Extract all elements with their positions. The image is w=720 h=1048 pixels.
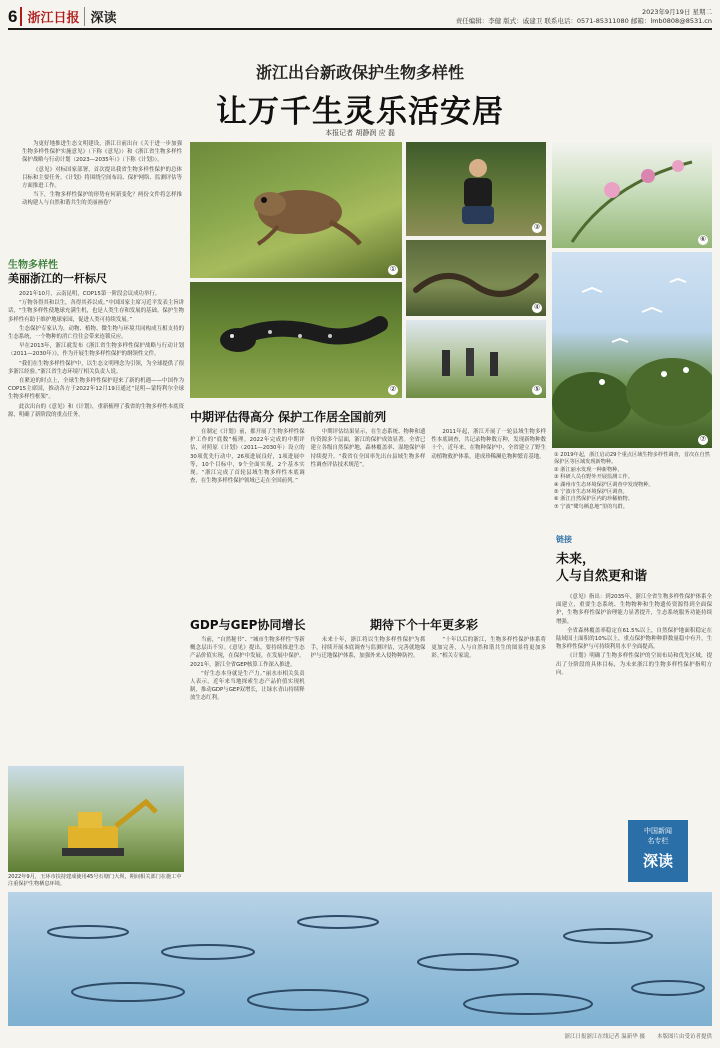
snake-illustration <box>406 240 546 316</box>
article-paragraph: 早在2013年，浙江就发布《浙江省生物多样性保护战略与行动计划（2011—2030年）》，作为开展生物多样性保护的纲领性文件。 <box>8 343 184 358</box>
photo-excavator <box>8 766 184 872</box>
photo-number-badge: ⑤ <box>533 386 541 393</box>
photo-field-survey <box>406 320 546 398</box>
article-paragraph: “我们在生物多样性保护中，以生态文明理念为引领，为全球提供了很多浙江经验。”浙江省生态环境厅相关负责人说。 <box>8 360 184 375</box>
article-paragraph: 当前，“自然秘书”、“城市生物多样性”等新概念层出不穷。《意见》提出，要持续推进生态产品价值实现，在保护中发展，在发展中保护。2021年，浙江全省GEP核算工作深入推进。 <box>190 637 305 668</box>
mid-section-columns <box>190 428 546 604</box>
photo-number-badge: ② <box>389 386 397 393</box>
flower-illustration <box>552 142 712 248</box>
link-paragraph: 《计划》明确了生物多样性保护的空间布局和优先区域，提出了分阶段的具体目标，为未来浙江的生物多样性保护指明方向。 <box>556 653 712 676</box>
paper-name: 浙江日报 <box>20 7 84 26</box>
photo-snake <box>406 240 546 316</box>
caption-line: ④ 湖州市生态环境保护区调查中发现物种。 <box>554 481 654 488</box>
egrets-illustration <box>552 252 712 448</box>
caption-line: ⑥ 浙江自然保护区内的珍稀植物。 <box>554 496 633 503</box>
link-box <box>556 534 712 854</box>
article-column <box>311 428 426 604</box>
link-title: 未来， 人与自然更和谐 <box>556 552 648 584</box>
article-column <box>311 636 426 862</box>
lower-title-right: 期待下个十年更多彩 <box>370 618 479 632</box>
headline-kicker: 浙江出台新政保护生物多样性 <box>255 63 464 82</box>
photo-flower <box>552 142 712 248</box>
link-label: 链接 <box>556 535 572 544</box>
photo-number-badge: ④ <box>533 304 541 311</box>
section-name: 深读 <box>84 7 121 26</box>
field-survey-illustration <box>406 320 546 398</box>
lower-title-left: GDP与GEP协同增长 <box>190 618 306 632</box>
editors-line: 责任编辑：李健 版式：戚建卫 联系电话：0571-85311080 邮箱：lmb0808@8531.cn <box>455 17 712 25</box>
article-paragraph: 未来十年，浙江将以生物多样性保护为抓手，持续开展本底调查与监测评估，完善就地保护与迁地保护体系，加强外来入侵物种防控。 <box>310 637 426 660</box>
photo-frog <box>190 142 402 278</box>
intro-paragraph: 《意见》对标国家部署，首次提出我省生物多样性保护的总体目标和主要任务。《计划》将围绕空间布局、保护网络、监测评估等方面推进工作。 <box>22 166 182 190</box>
researcher-illustration <box>406 142 546 236</box>
article-paragraph: 在制定《计划》前，都开展了生物多样性保护工作的“底数”梳理。2022年完成的中期评估，对照原《计划》（2011—2030年）设立的30项优先行动中，26项进展良好，1项进展中等，10个目标中，9个全面实现，2个基本实现。“浙江完成了首轮县域生物多样性本底调查，在生物多样性保护领域已走在全国前列。” <box>190 429 305 485</box>
footer-credit-right: 本版图片由受访者提供 <box>656 1034 712 1040</box>
page-footer <box>8 1032 712 1040</box>
article-column <box>190 428 305 604</box>
article-paragraph: 2021年10月，云南昆明，COP15第一阶段会议成功举行。 <box>19 291 161 297</box>
link-paragraph: 全省森林覆盖率稳定在61.5%以上，自然保护地面积稳定在陆域国土面积的10%以上，重点保护物种种群数量稳中有升，生物多样性保护与可持续利用水平全面提高。 <box>556 627 712 651</box>
footer-credit-left: 浙江日报浙江在线记者 温新华 摄 <box>564 1034 645 1040</box>
article-column <box>190 636 305 862</box>
article-paragraph: “十年以后的浙江，生物多样性保护体系将更加完善，人与自然和谐共生的图景将更加多彩。”相关专家说。 <box>431 637 547 660</box>
masthead <box>8 8 712 30</box>
article-paragraph: 此次出台的《意见》和《计划》，重新梳理了我省的生物多样性本底资源，明确了新阶段的重点任务。 <box>8 403 184 418</box>
mid-section-title: 中期评估得高分 保护工作居全国前列 <box>190 410 387 424</box>
article-paragraph: 中期评估结果显示，在生态系统、物种和遗传资源多个层面，浙江的保护成效显著。全省已建立各级自然保护地，森林覆盖率、湿地保护率持续提升。“我省在全国率先出台县域生物多样性调查评估技术规范”。 <box>310 429 426 468</box>
column-logo <box>628 820 688 882</box>
salamander-illustration <box>190 282 402 398</box>
masthead-info <box>456 8 712 28</box>
byline: 本报记者 胡静润 应 磊 <box>325 129 395 137</box>
link-paragraph: 《意见》指出：到2035年，浙江全省生物多样性保护体系全面建立，重要生态系统、生物物种和生物遗传资源得到全面保护，生物多样性保护治理能力显著提升，生态系统服务功能持续增强。 <box>556 594 712 625</box>
section1-kicker: 生物多样性 <box>8 260 58 271</box>
caption-line: ③ 科研人员在野外开展监测工作。 <box>554 474 633 481</box>
excavator-caption: 2022年9月，玉环市扶持建成使用45号石塘门大坝，期间相关部门在施工中注重保护生物栖息环境。 <box>8 874 182 888</box>
intro-paragraph: 为更好地推进生态文明建设，浙江日前出台《关于进一步加强生物多样性保护实施意见》（下称《意见》）和《浙江省生物多样性保护战略与行动计划（2023—2035年）》（下称《计划》）。 <box>22 141 182 164</box>
photo-captions <box>554 452 712 511</box>
section1-title: 美丽浙江的一杆标尺 <box>8 272 107 285</box>
lower-section-columns <box>190 636 546 862</box>
photo-number-badge: ⑦ <box>699 436 707 443</box>
frog-illustration <box>190 142 402 278</box>
article-column <box>431 428 546 604</box>
caption-line: ② 浙江丽水发现一种新物种。 <box>554 466 623 473</box>
sea-farm-illustration <box>8 892 712 1026</box>
intro-paragraph: 当下，生物多样性保护的形势有何新变化？两份文件将怎样推动构建人与自然和谐共生的美丽画卷？ <box>22 192 182 207</box>
article-paragraph: “好生态本身就是生产力。”丽水市相关负责人表示，近年来当地探索生态产品价值实现机制，推动GDP与GEP双增长，让绿水青山持续释放生态红利。 <box>190 670 305 702</box>
article-paragraph: “万物各得其和以生，各得其养以成。”中国国家主席习近平发表主旨讲话，“生物多样性使地球充满生机，也是人类生存和发展的基础。保护生物多样性有助于维护地球家园，促进人类可持续发展。” <box>8 300 184 323</box>
logo-top-text: 中国新闻 名专栏 <box>644 827 672 845</box>
excavator-illustration <box>8 766 184 872</box>
photo-egrets <box>552 252 712 448</box>
photo-number-badge: ① <box>389 266 397 273</box>
date-line: 2023年9月19日 星期二 <box>641 8 712 16</box>
headline-title: 让万千生灵乐活安居 <box>216 94 504 130</box>
photo-salamander <box>190 282 402 398</box>
caption-line: ⑦ 宁波“鹭鸟栖息地”里的鸟群。 <box>554 503 628 510</box>
photo-sea-farm <box>8 892 712 1026</box>
article-paragraph: 生态保护专家认为，动物、植物、微生物与环境共同构成互相支持的生态系统，一个物种的消亡往往会带来连锁反应。 <box>8 325 184 341</box>
photo-researcher <box>406 142 546 236</box>
page-number: 6 <box>8 7 18 26</box>
left-article-column <box>8 290 184 760</box>
photo-number-badge: ③ <box>533 224 541 231</box>
logo-main-text: 深读 <box>642 852 673 870</box>
caption-line: ⑤ 宁波市生态环境保护区调查。 <box>554 489 628 496</box>
article-column <box>431 636 546 862</box>
intro-text <box>22 140 182 246</box>
caption-line: ① 2019年起，浙江启动29个重点区域生物多样性调查，首次在自然保护区等区域发现新物种。 <box>554 452 710 466</box>
article-paragraph: 2011年起，浙江开展了一轮县域生物多样性本底调查，共记录物种数万种，发现新物种数十个。近年来，在物种保护中，全省建立了野生动植物救护体系，建成珍稀濒危物种繁育基地。 <box>431 429 547 460</box>
photo-number-badge: ⑥ <box>699 236 707 243</box>
article-paragraph: 在紧迫的时点上，全球生物多样性保护迎来了新的机遇——中国作为COP15主席国，推动各方于2022年12月19日通过“昆明—蒙特利尔全球生物多样性框架”。 <box>8 378 184 401</box>
